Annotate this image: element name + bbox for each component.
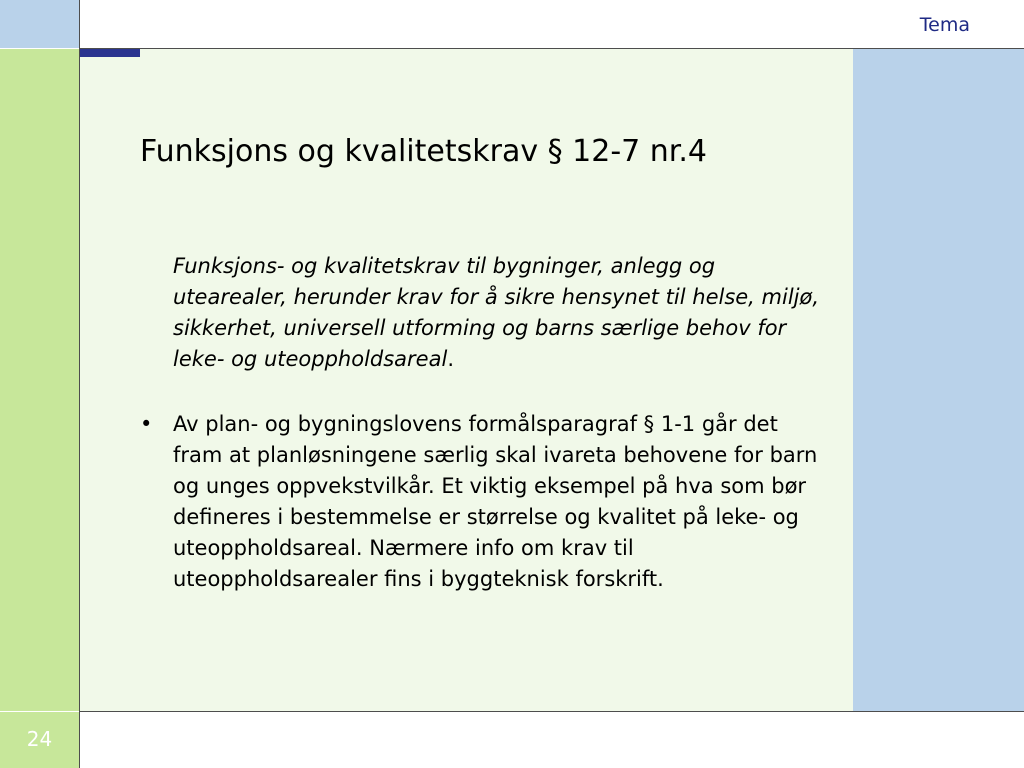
header-divider bbox=[79, 48, 1024, 49]
right-color-band bbox=[853, 49, 1024, 711]
quote-paragraph bbox=[173, 251, 833, 375]
list-item bbox=[140, 409, 830, 595]
section-label: Tema bbox=[919, 14, 970, 36]
page-number: 24 bbox=[26, 727, 53, 751]
vertical-divider bbox=[79, 0, 80, 768]
slide-title: Funksjons og kvalitetskrav § 12-7 nr.4 bbox=[140, 134, 707, 169]
quote-end-punctuation: . bbox=[447, 347, 454, 371]
bullet-icon: • bbox=[140, 412, 153, 436]
accent-bar bbox=[80, 49, 140, 57]
corner-block-top-left bbox=[0, 0, 79, 48]
bullet-list bbox=[140, 409, 830, 595]
quote-text: Funksjons- og kvalitetskrav til bygninger, anlegg og utearealer, herunder krav for å sikre hensynet til helse, miljø, sikkerhet, universell utforming og barns særlige behov for leke- og uteoppholdsareal bbox=[173, 254, 820, 371]
left-color-band bbox=[0, 49, 79, 711]
footer-divider bbox=[79, 711, 1024, 712]
bullet-text: Av plan- og bygningslovens formålsparagraf § 1-1 går det fram at planløsningene særlig skal ivareta behovene for barn og unges oppvekstvilkår. Et viktig eksempel på hva som bør defineres i bestemmelse er størrelse og kvalitet på leke- og uteoppholdsareal. Nærmere info om krav til uteoppholdsarealer fins i byggteknisk forskrift. bbox=[173, 412, 818, 591]
